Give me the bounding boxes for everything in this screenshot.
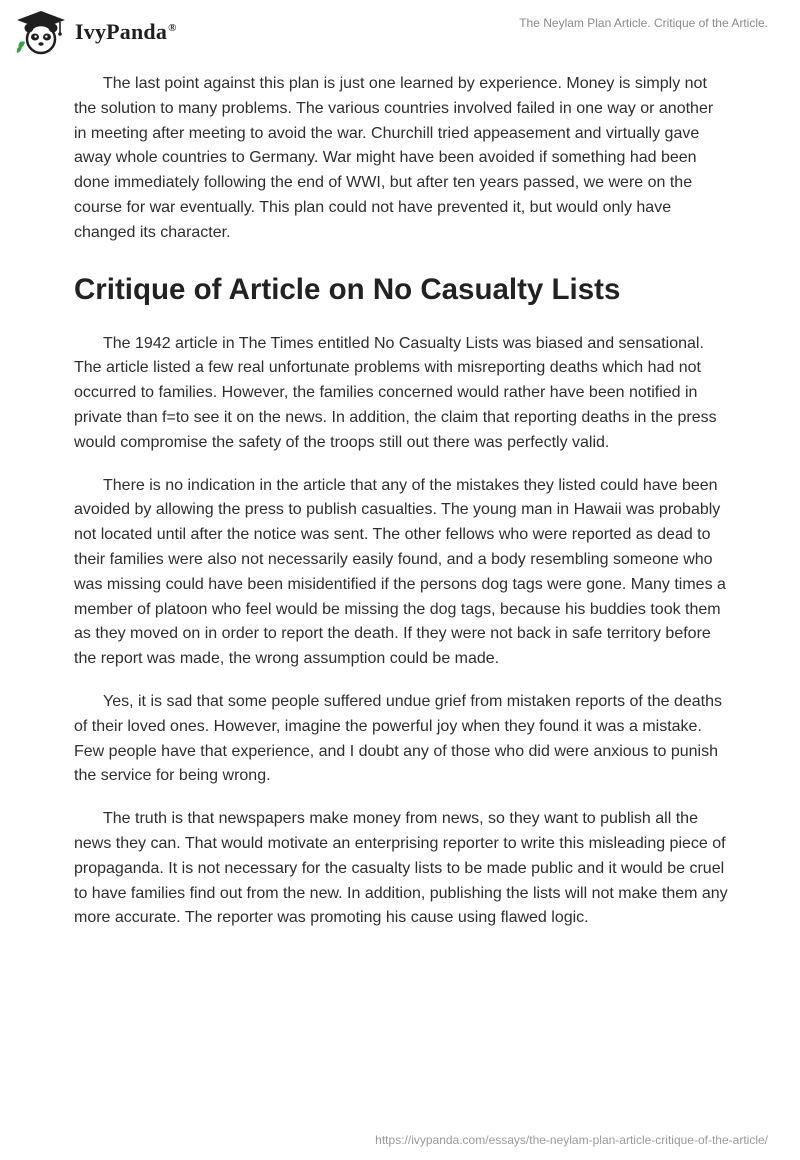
body-paragraph: The 1942 article in The Times entitled No Casualty Lists was biased and sensational. The article listed a few real unfortunate problems with misreporting deaths which had not occurred to families. However, the families concerned would rather have been notified in private than f=to see it on the news. In addition, the claim that reporting deaths in the press would compromise the safety of the troops still out there was perfectly valid.: [74, 334, 717, 451]
source-url-link[interactable]: https://ivypanda.com/essays/the-neylam-plan-article-critique-of-the-article/: [375, 1133, 768, 1147]
section-heading: Critique of Article on No Casualty Lists: [74, 272, 621, 306]
document-title: The Neylam Plan Article. Critique of the Article.: [519, 16, 768, 30]
essay-content: [74, 72, 728, 949]
ivypanda-logo[interactable]: [13, 9, 177, 55]
body-paragraph: The truth is that newspapers make money from news, so they want to publish all the news they can. That would motivate an enterprising reporter to write this misleading piece of propaganda. It is not necessary for the casualty lists to be made public and it would be cruel to have families find out from the new. In addition, publishing the lists will not make them any more accurate. The reporter was promoting his cause using flawed logic.: [74, 810, 728, 927]
registered-mark: ®: [168, 21, 177, 34]
body-paragraph: Yes, it is sad that some people suffered undue grief from mistaken reports of the deaths of their loved ones. However, imagine the powerful joy when they found it was a mistake. Few people have that experience, and I doubt any of those who did were anxious to punish the service for being wrong.: [74, 692, 723, 785]
logo-wordmark: [75, 19, 177, 45]
body-paragraph: There is no indication in the article that any of the mistakes they listed could have been avoided by allowing the press to publish casualties. The young man in Hawaii was probably not located until after the notice was sent. The other fellows who were reported as dead to their families were also not necessarily easily found, and a body resembling someone who was missing could have been misidentified if the persons dog tags were gone. Many times a member of platoon who feel would be missing the dog tags, because his buddies took them as they moved on in order to report the death. If they were not back in safe territory before the report was made, the wrong assumption could be made.: [74, 476, 726, 668]
panda-graduate-icon: [13, 9, 69, 55]
logo-text: IvyPanda: [75, 19, 168, 44]
intro-paragraph: The last point against this plan is just one learned by experience. Money is simply not the solution to many problems. The various countries involved failed in one way or another in meeting after meeting to avoid the war. Churchill tried appeasement and virtually gave away whole countries to Germany. War might have been avoided if something had been done immediately following the end of WWI, but after ten years passed, we were on the course for war eventually. This plan could not have prevented it, but would only have changed its character.: [74, 75, 714, 241]
page-header: [0, 0, 800, 70]
